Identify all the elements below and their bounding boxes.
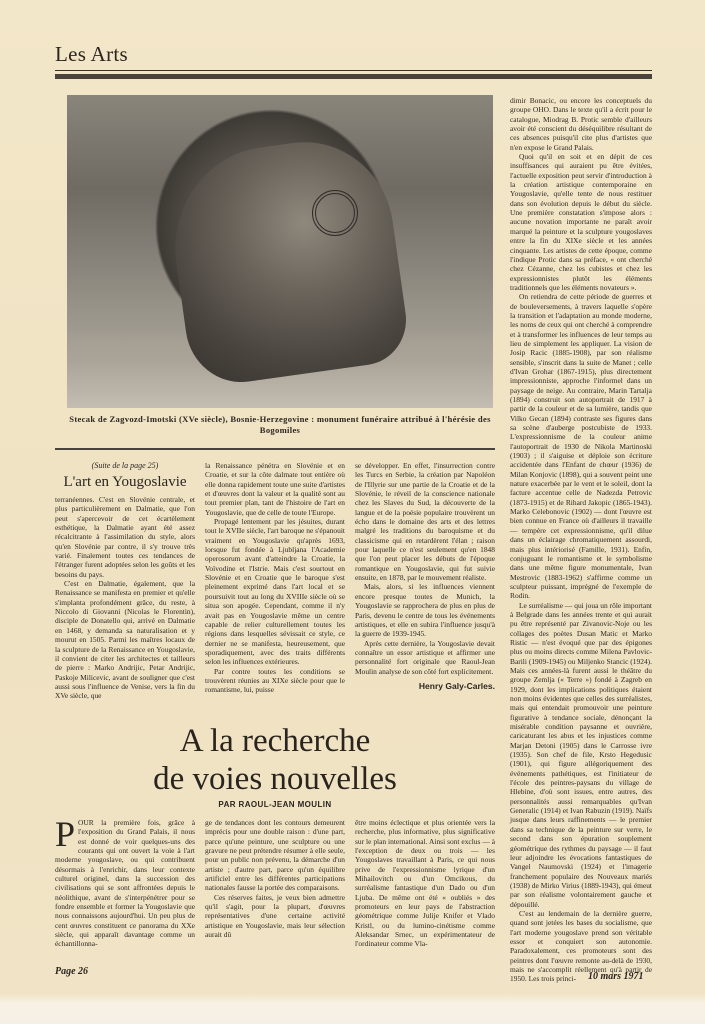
- page-number: Page 26: [55, 966, 89, 977]
- article2-column-3: [355, 818, 495, 949]
- section-title: Les Arts: [55, 42, 128, 66]
- article1-column-3: [355, 461, 495, 691]
- byline: PAR RAOUL-JEAN MOULIN: [218, 800, 332, 809]
- paragraph: Par contre toutes les conditions se trouvèrent réunies au XIXe siècle pour que le romantisme, lui, puisse: [205, 666, 345, 695]
- article1-column-2: [205, 461, 345, 695]
- photo-caption: Stecak de Zagvozd-Imotski (XVe siècle), Bosnie-Herzegovine : monument funéraire attribué à l'hérésie des Bogomiles: [69, 414, 491, 435]
- article1-column-1: [55, 495, 195, 701]
- paragraph: ge de tendances dont les contours demeurent imprécis pour une double raison : d'une part, parce qu'une peinture, une sculpture ou une gravure ne peut prétendre résumer à elle seule, pour un public non prévenu, la démarche d'un artiste ; d'autre part, parce qu'un équilibre artificiel entre les différentes participations nationales fausse la portée des comparaisons.: [205, 818, 345, 893]
- stecak-photo: [67, 95, 493, 408]
- article1-signature: Henry Galy-Carles.: [418, 680, 495, 691]
- paragraph: Ces réserves faites, je veux bien admettre qu'il s'agit, pour la plupart, d'œuvres représentatives d'une certaine activité artistique en Yougoslavie, mais leur sélection aurait dû: [205, 892, 345, 940]
- article2-column-2: [205, 818, 345, 939]
- paragraph: se développer. En effet, l'insurrection contre les Turcs en Serbie, la création par Napoléon de l'Illyrie sur une partie de la Croatie et de la Slovénie, le réveil de la conscience nationale chez les Slaves du Sud, la découverte de la langue et de la poésie populaire trouvèrent un écho dans le domaine des arts et des lettres malgré les traditions du baroquisme et du classicisme qui en retardèrent l'élan ; raison pour laquelle ce n'est seulement qu'en 1848 que l'on peut placer les débuts de l'époque romantique en Yougoslavie, qui fut suivie ensuite, en 1878, par le mouvement réaliste.: [355, 461, 495, 583]
- drop-cap: P: [55, 814, 76, 854]
- paragraph: Le surréalisme — qui joua un rôle important à Belgrade dans les années trente et qui aurait pu être représenté par Zivanovic-Noje ou les collages des poètes Dusan Matic et Marko Ristic — n'est évoqué que par des épigones plus ou moins directs comme Milena Pavlovic-Barili (1909-1945) ou Miljenko Stancic (1924). Mais ces années-là furent aussi le théâtre du groupe Zemlja (« Terre ») fondé à Zagreb en 1929, dont les implications politiques étaient non moins évidentes que celles des surréalistes, mais qui entendait promouvoir une peinture figurative à tendance sociale, dénonçant la misérable condition paysanne et ouvrière, caricaturant les abus et les injustices comme Marjan Detoni (1905) dans le Carrosse ivre (1935). Son chef de file, Krsto Hegedusic (1901), qui figure allégoriquement des événements pathétiques, est l'initiateur de l'école des peintres-paysans du village de Hlebine, d'où sont issues, entre autres, des personnalités aussi remarquables qu'Ivan Generalic (1914) et Ivan Rabuzin (1919). Naïfs jusque dans leurs raffinements — le premier dans sa technique de la peinture sur verre, le second dans son épuration souplement géométrique des rythmes du paysage — il faut leur adjoindre les évocations fantastiques de Vangel Naumovski (1924) et l'imagerie franchement populaire des Nouveaux mariés (1938) de Mirko Virius (1889-1943), qui émeut par son réalisme volontairement gauche et dépouillé.: [510, 600, 652, 909]
- paragraph: Quoi qu'il en soit et en dépit de ces insuffisances qui auraient pu être évitées, l'actuelle exposition peut servir d'introduction à la création artistique contemporaine en Yougoslavie, qu'elle tente de nous restituer dans son évolution depuis le début du siècle. Une première constatation s'impose alors : aucune novation importante ne paraît avoir marqué la peinture et la sculpture yougoslaves entre la fin du XIXe siècle et les années cinquante. Les artistes de cette époque, comme l'indique Protic dans sa préface, « ont cherché chez Cézanne, chez les cubistes et chez les expressionnistes plutôt les éléments traditionnels que les éléments novateurs ».: [510, 152, 652, 292]
- paragraph: dimir Bonacic, ou encore les conceptuels du groupe OHO. Dans le texte qu'il a écrit pour le catalogue, Miodrag B. Protic semble d'ailleurs avoir été conscient du déséquilibre résultant de ces absences puisqu'il cite plus d'artistes que n'en expose le Grand Palais.: [510, 96, 652, 152]
- section-divider: [55, 448, 495, 450]
- header-rule-thin: [55, 70, 652, 71]
- article1-title: L'art en Yougoslavie: [63, 474, 187, 490]
- paragraph: Mais, alors, si les influences viennent encore presque toutes de Munich, la Yougoslavie se rapprochera de plus en plus de Paris, devenu le centre de tous les événements artistiques, et elle en subira l'influence jusqu'à la guerre de 1939-1945.: [355, 582, 495, 639]
- continued-note: (Suite de la page 25): [91, 461, 159, 470]
- paragraph: être moins éclectique et plus orientée vers la recherche, plus informative, plus significative sur le plan international. Ainsi sont exclus — à l'exception de deux ou trois — les Yougoslaves travaillant à Paris, ce qui nous prive de l'expressionnisme lyrique d'un Mihailovitch ou d'un Omcikous, du surréalisme fantastique d'un Dado ou d'un Ljuba. De même ont été « oubliés » des promoteurs en leur pays de l'abstraction géométrique comme Julije Knifer et Vlado Kristl, ou du lumino-cinétisme comme Aleksandar Srnec, un expérimentateur de l'ordinateur comme Vla-: [355, 818, 495, 949]
- header-rule-thick: [55, 74, 652, 79]
- headline-line-1: A la recherche: [179, 723, 371, 759]
- article2-column-1: [55, 814, 195, 949]
- paragraph: terranéennes. C'est en Slovénie centrale, et plus particulièrement en Dalmatie, que l'on peut s'apercevoir de cet écartèlement esthétique, la Dalmatie ayant été assez récalcitrante à l'assimilation du style, alors qu'en Slovénie par contre, il s'y trouve très varié. Finalement toutes ces tendances de l'étranger furent adoptées selon les goûts et les besoins du pays.: [55, 495, 195, 579]
- paragraph: OUR la première fois, grâce à l'exposition du Grand Palais, il nous est donné de voir quelques-uns des courants qui ont ouvert la voie à l'art moderne yougoslave, ou qui contribuent désormais à l'enrichir, dans leur contexte culturel originel, dans la succession des civilisations qui se sont affrontées depuis le néolithique, avant de s'interpénétrer pour se fondre ensemble et former la Yougoslavie que nous connaissons aujourd'hui. Un peu plus de cent œuvres constituent ce panorama du XXe siècle, qui apparaît davantage comme un échantillonna-: [55, 818, 195, 949]
- headline-line-2: de voies nouvelles: [153, 761, 397, 797]
- article2-headline: [60, 722, 490, 798]
- paragraph: C'est en Dalmatie, également, que la Renaissance se manifesta en premier et qu'elle s'implanta profondément grâce, du reste, à Niccolo di Giovanni (Nicolas le Florentin), disciple de Donatello qui, arrivé en Dalmatie en 1468, y demanda sa naturalisation et y mourut en 1505. Parmi les maîtres locaux de la sculpture de la Renaissance en Yougoslavie, il convient de citer les architectes et tailleurs de pierre : Marko Andrijic, Petar Andrijic, Paskoje Milicevic, avant de souligner que c'est aussi sous l'influence de Venise, vers la fin du XVe siècle, que: [55, 579, 195, 701]
- photo-stone: [162, 131, 412, 389]
- issue-date: 10 mars 1971: [588, 971, 644, 982]
- paragraph: Propagé lentement par les jésuites, durant tout le XVIIe siècle, l'art baroque ne s'épanouit vraiment en Yougoslavie qu'après 1693, lorsque fut fondée à Ljubljana l'Academie operosorum avant d'atteindre la Croatie, la Voïvodine et l'Istrie. Mais c'est sourtout en Slovénie et en Croatie que le baroque s'est pleinement exprimé dans l'art local et se poursuivit tout au long du XVIIIe siècle où se situa son apogée. Cependant, comme il n'y avait pas en Yougoslavie même un centre capable de relier culturellement toutes les régions dans lesquelles sévissait ce style, ce dernier ne se manifesta, heureusement, que sporadiquement, avec des traits différents selon les influences extérieures.: [205, 517, 345, 667]
- paragraph: la Renaissance pénétra en Slovénie et en Croatie, et sur la côte dalmate tout entière où elle donna rapidement toute une suite d'artistes et d'œuvres dont la valeur et la qualité sont au tout premier plan, tant de l'histoire de l'art en Yougoslavie, que de celle de toute l'Europe.: [205, 461, 345, 517]
- paragraph: C'est au lendemain de la dernière guerre, quand sont jetées les bases du socialisme, que l'art moderne yougoslave prend son véritable essor et conquiert son autonomie. Paradoxalement, ces promoteurs sont des peintres dont l'œuvre remonte au-delà de 1930, mais ne s'accomplit réellement qu'à partir de 1950. Les trois princi-: [510, 908, 652, 984]
- paragraph: Après cette dernière, la Yougoslavie devait connaître un essor artistique et affirmer une personnalité fort originale que Raoul-Jean Moulin analyse de son côté fort explicitement.: [355, 638, 495, 676]
- paragraph: On retiendra de cette période de guerres et de bouleversements, à travers laquelle s'opère la transition et l'adaptation au monde moderne, les noms de ceux qui ont cherché à comprendre et à transformer les influences de leur temps au lieu de simplement les appliquer. La vision de Josip Racic (1885-1908), par son réalisme sensible, s'inscrit dans la suite de Manet ; celle d'Ivan Grohar (1867-1915), plus directement impressionniste, approche l'informel dans un paysage de neige. Au contraire, Marin Tartalja (1894) construit son autoportrait de 1917 à partir de la couleur et de sa lumière, tandis que Vilko Gecan (1894) contraste ses figures dans sa scène d'auberge postcubiste de 1933. L'expressionnisme de la couleur anime l'autoportrait de 1930 de Nikola Martinoski (1903) ; il s'aiguise et déploie son écriture accidentée dans l'Enfant de chœur (1936) de Milan Konjovic (1898), qui a souvent peint une nature exacerbée par le vent et le soleil, dont la facture accentue celle de Nadezda Petrovic (1873-1915) et de Rihard Jakopic (1865-1943). Marko Celebonovic (1902) — dont l'œuvre est bien connue en France où d'ailleurs il travaille — tempère cet expressionnisme, qu'il dilue dans un éclairage chromatiquement assourdi, mais plus intériorisé (Famille, 1931). Enfin, conjuguant le romantisme et le symbolisme dans une même figure monumentale, Ivan Mestrovic (1883-1962) s'affirme comme un sculpteur puissant, imprégné de l'exemple de Rodin.: [510, 292, 652, 601]
- article2-right-column: [510, 96, 652, 984]
- photo-spiral-carving: [312, 190, 358, 236]
